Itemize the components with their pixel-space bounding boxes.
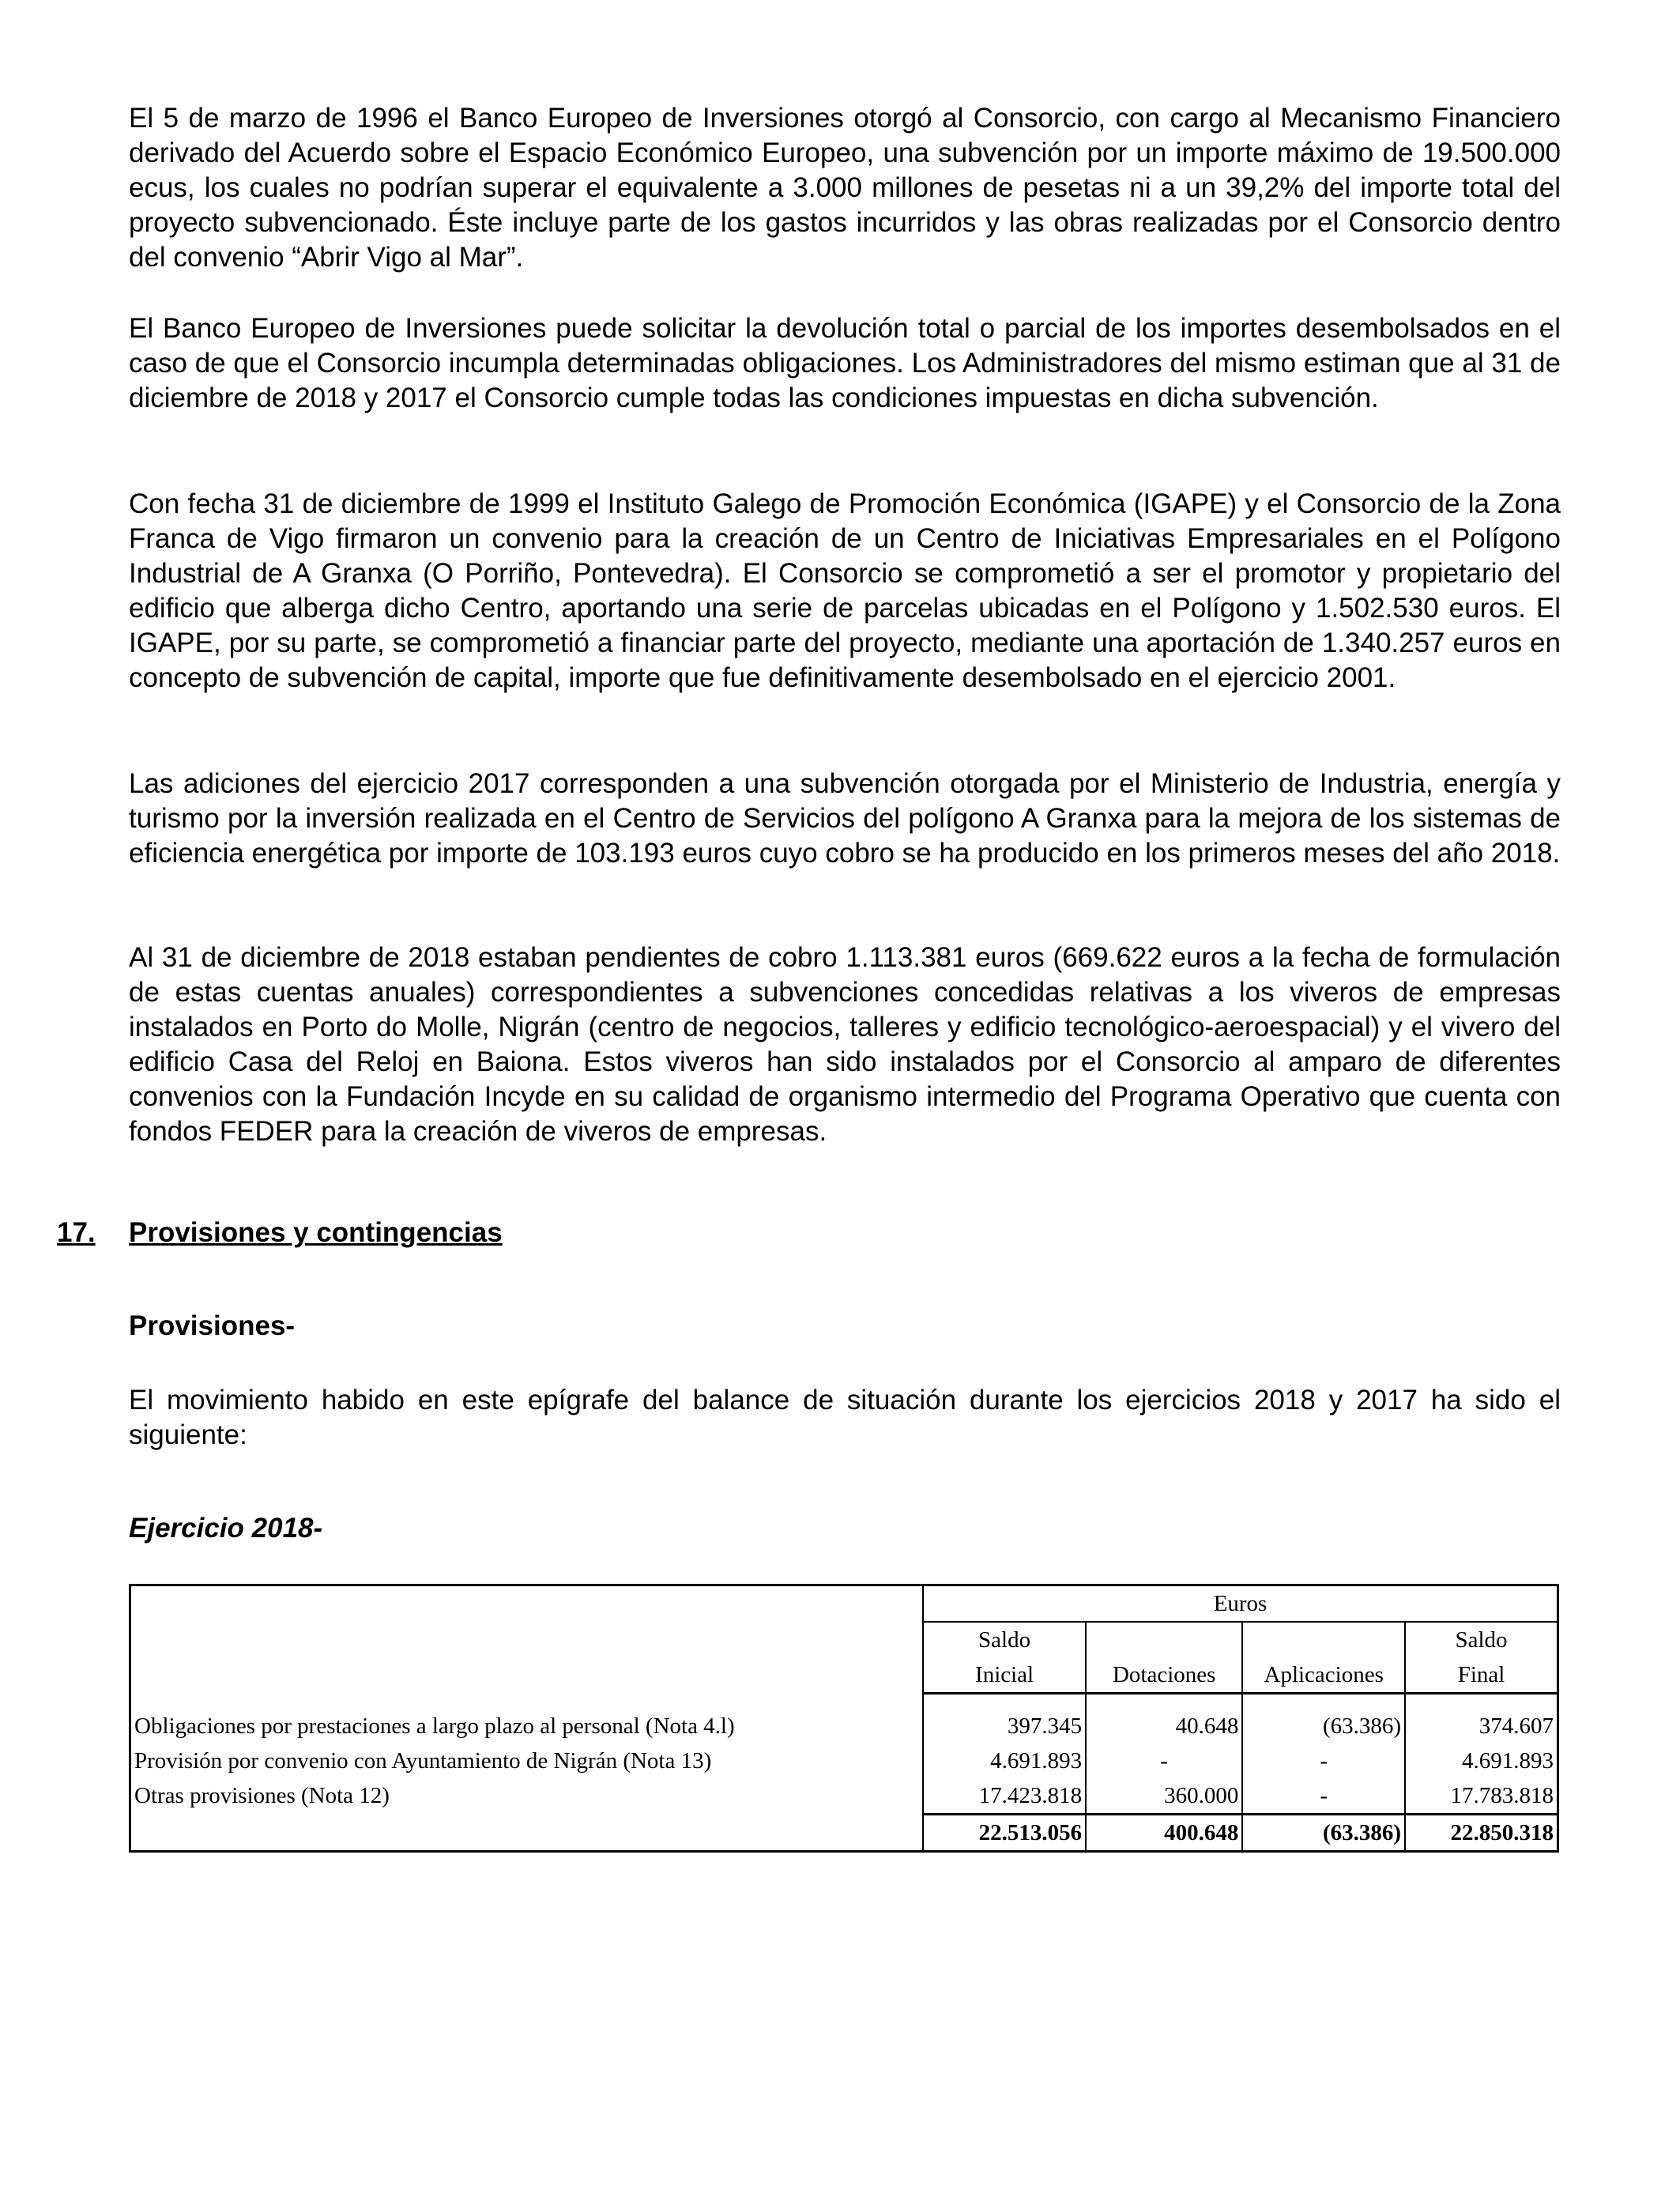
column-header: Dotaciones: [1086, 1657, 1242, 1694]
cell-aplicaciones: -: [1242, 1778, 1405, 1815]
currency-header: Euros: [923, 1585, 1558, 1623]
column-header: [1086, 1622, 1242, 1657]
provisions-table: [129, 1584, 1559, 1853]
total-aplicaciones: (63.386): [1242, 1815, 1405, 1852]
column-header: [1242, 1622, 1405, 1657]
row-label: Otras provisiones (Nota 12): [130, 1778, 924, 1815]
subheading-provisiones: Provisiones-: [129, 1310, 296, 1341]
column-header: Final: [1405, 1657, 1558, 1694]
paragraph-pending-collection: Al 31 de diciembre de 2018 estaban pendientes de cobro 1.113.381 euros (669.622 euros a la fecha de formulación de estas cuentas anuales) correspondientes a subvenciones concedidas relativas a los viveros de empresas instalados en Porto do Molle, Nigrán (centro de negocios, talleres y edificio tecnológico-aeroespacial) y el vivero del edificio Casa del Reloj en Baiona. Estos viveros han sido instalados por el Consorcio al amparo de diferentes convenios con la Fundación Incyde en su calidad de organismo intermedio del Programa Operativo que cuenta con fondos FEDER para la creación de viveros de empresas.: [129, 942, 1561, 1147]
cell-aplicaciones: (63.386): [1242, 1709, 1405, 1744]
cell-dotaciones: 40.648: [1086, 1709, 1242, 1744]
row-label: Obligaciones por prestaciones a largo plazo al personal (Nota 4.l): [130, 1709, 924, 1744]
table-header-row: [130, 1585, 1558, 1623]
cell-aplicaciones: -: [1242, 1744, 1405, 1778]
cell-saldo-final: 4.691.893: [1462, 1747, 1554, 1774]
table-total-row: [130, 1815, 1558, 1852]
paragraph-2017-additions: Las adiciones del ejercicio 2017 corresponden a una subvención otorgada por el Ministerio de Industria, energía y turismo por la inversión realizada en el Centro de Servicios del polígono A Granxa para la mejora de los sistemas de eficiencia energética por importe de 103.193 euros cuyo cobro se ha producido en los primeros meses del año 2018.: [129, 768, 1561, 869]
year-heading: Ejercicio 2018-: [129, 1513, 323, 1544]
cell-dotaciones: -: [1086, 1744, 1242, 1778]
column-header: Saldo: [1455, 1627, 1508, 1653]
table-row: [130, 1709, 1558, 1744]
total-dotaciones: 400.648: [1086, 1815, 1242, 1852]
intro-paragraph: El movimiento habido en este epígrafe del balance de situación durante los ejercicios 2018 y 2017 ha sido el siguiente:: [129, 1385, 1561, 1450]
cell-saldo-final: 17.783.818: [1450, 1782, 1554, 1808]
cell-saldo-final: 374.607: [1478, 1713, 1554, 1739]
column-header: Aplicaciones: [1242, 1657, 1405, 1694]
table-row: [130, 1744, 1558, 1778]
section-number: 17.: [57, 1217, 96, 1248]
paragraph-bei-subsidy: El 5 de marzo de 1996 el Banco Europeo de Inversiones otorgó al Consorcio, con cargo al Mecanismo Financiero derivado del Acuerdo sobre el Espacio Económico Europeo, una subvención por un importe máximo de 19.500.000 ecus, los cuales no podrían superar el equivalente a 3.000 millones de pesetas ni a un 39,2% del importe total del proyecto subvencionado. Éste incluye parte de los gastos incurridos y las obras realizadas por el Consorcio dentro del convenio “Abrir Vigo al Mar”.: [129, 103, 1561, 273]
row-label: Provisión por convenio con Ayuntamiento de Nigrán (Nota 13): [130, 1744, 924, 1778]
section-title: Provisiones y contingencias: [129, 1217, 503, 1248]
cell-saldo-inicial: 17.423.818: [923, 1778, 1086, 1815]
column-header: Saldo: [923, 1622, 1086, 1657]
total-saldo-inicial: 22.513.056: [923, 1815, 1086, 1852]
cell-saldo-inicial: 397.345: [923, 1709, 1086, 1744]
total-saldo-final: 22.850.318: [1405, 1815, 1558, 1852]
paragraph-bei-refund: El Banco Europeo de Inversiones puede solicitar la devolución total o parcial de los importes desembolsados en el caso de que el Consorcio incumpla determinadas obligaciones. Los Administradores del mismo estiman que al 31 de diciembre de 2018 y 2017 el Consorcio cumple todas las condiciones impuestas en dicha subvención.: [129, 313, 1561, 413]
column-header: Inicial: [923, 1657, 1086, 1694]
cell-saldo-inicial: 4.691.893: [923, 1744, 1086, 1778]
cell-dotaciones: 360.000: [1086, 1778, 1242, 1815]
table-row: [130, 1778, 1558, 1815]
paragraph-igape-agreement: Con fecha 31 de diciembre de 1999 el Instituto Galego de Promoción Económica (IGAPE) y el Consorcio de la Zona Franca de Vigo firmaron un convenio para la creación de un Centro de Iniciativas Empresariales en el Polígono Industrial de A Granxa (O Porriño, Pontevedra). El Consorcio se comprometió a ser el promotor y propietario del edificio que alberga dicho Centro, aportando una serie de parcelas ubicadas en el Polígono y 1.502.530 euros. El IGAPE, por su parte, se comprometió a financiar parte del proyecto, mediante una aportación de 1.340.257 euros en concepto de subvención de capital, importe que fue definitivamente desembolsado en el ejercicio 2001.: [129, 488, 1561, 693]
